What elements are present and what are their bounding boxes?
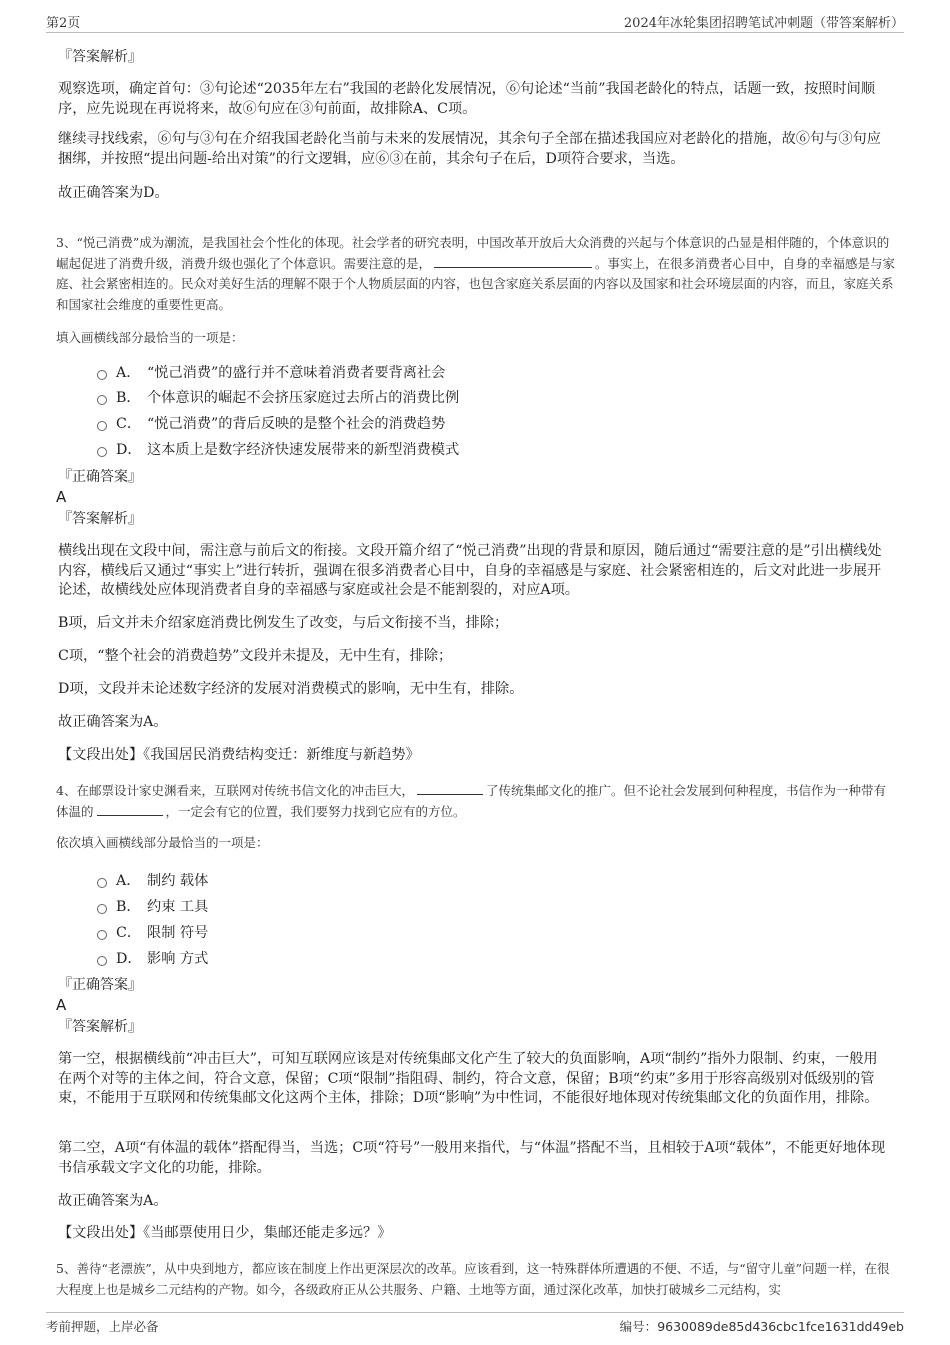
footer-slogan: 考前押题，上岸必备	[46, 1319, 159, 1334]
analysis-conclusion: 故正确答案为D。	[58, 185, 169, 201]
option-a[interactable]: A． 制约 载体	[97, 871, 208, 891]
analysis-paragraph: 横线出现在文段中间，需注意与前后文的衔接。文段开篇介绍了“悦己消费”出现的背景和原因，随后通过“需要注意的是”引出横线处内容，横线后又通过“事实上”进行转折，强调在很多消费者心目中，自身的幸福感是与家庭、社会紧密相连的，后文对此进一步展开论述，故横线处应体现消费者自身的幸福感与家庭或社会是不能割裂的，对应A项。	[58, 543, 882, 598]
analysis-label: 『答案解析』	[58, 511, 142, 527]
option-c[interactable]: C． “悦己消费”的背后反映的是整个社会的消费趋势	[97, 414, 445, 434]
radio-icon[interactable]	[97, 930, 107, 940]
option-a[interactable]: A． “悦己消费”的盛行并不意味着消费者要背离社会	[97, 363, 445, 383]
fill-blank	[434, 254, 592, 268]
radio-icon[interactable]	[97, 447, 107, 457]
analysis-paragraph: C项，“整个社会的消费趋势”文段并未提及，无中生有，排除；	[58, 648, 453, 664]
question-4-prompt: 依次填入画横线部分最恰当的一项是：	[56, 835, 269, 850]
radio-icon[interactable]	[97, 956, 107, 966]
source-citation: 【文段出处】《当邮票使用日少，集邮还能走多远？》	[58, 1225, 392, 1241]
radio-icon[interactable]	[97, 370, 107, 380]
analysis-paragraph: B项，后文并未介绍家庭消费比例发生了改变，与后文衔接不当，排除；	[58, 615, 509, 631]
analysis-paragraph: 继续寻找线索，⑥句与③句在介绍我国老龄化当前与未来的发展情况，其余句子全部在描述我国应对老龄化的措施，故⑥句与③句应捆绑，并按照“提出问题-给出对策”的行文逻辑，应⑥③在前，其余句子在后，D项符合要求，当选。	[58, 131, 881, 167]
analysis-paragraph: D项，文段并未论述数字经济的发展对消费模式的影响，无中生有，排除。	[58, 681, 524, 697]
analysis-conclusion: 故正确答案为A。	[58, 714, 168, 730]
option-d[interactable]: D． 这本质上是数字经济快速发展带来的新型消费模式	[97, 440, 459, 460]
option-b[interactable]: B． 个体意识的崛起不会挤压家庭过去所占的消费比例	[97, 388, 459, 408]
fill-blank	[97, 802, 163, 816]
option-d[interactable]: D． 影响 方式	[97, 949, 208, 969]
question-3-stem: 3、“悦己消费”成为潮流，是我国社会个性化的体现。社会学者的研究表明，中国改革开放后大众消费的兴起与个体意识的凸显是相伴随的，个体意识的崛起促进了消费升级，消费升级也强化了个体意识。需要注意的是， 。事实上，在很多消费者心目中，自身的幸福感是与家庭、社会紧密相连的。民众对美好生活的理解不限于个人物质层面的内容，也包含家庭关系层面的内容以及国家和社会环境层面的内容，而且，家庭关系和国家社会维度的重要性更高。	[56, 235, 896, 312]
analysis-conclusion: 故正确答案为A。	[58, 1193, 168, 1209]
answer-value: A	[56, 996, 67, 1014]
answer-label: 『正确答案』	[58, 469, 142, 485]
question-3-prompt: 填入画横线部分最恰当的一项是：	[56, 330, 244, 345]
analysis-paragraph: 观察选项，确定首句：③句论述“2035年左右”我国的老龄化发展情况，⑥句论述“当前”我国老龄化的特点，话题一致，按照时间顺序，应先说现在再说将来，故⑥句应在③句前面，故排除A、C项。	[58, 81, 876, 117]
question-4-stem: 4、在邮票设计家史渊看来，互联网对传统书信文化的冲击巨大， 了传统集邮文化的推广。但不论社会发展到何种程度，书信作为一种带有体温的 ，一定会有它的位置，我们要努力找到它应有的方位。	[56, 783, 886, 819]
document-title: 2024年冰轮集团招聘笔试冲刺题（带答案解析）	[623, 16, 904, 31]
fill-blank	[417, 781, 483, 795]
radio-icon[interactable]	[97, 395, 107, 405]
analysis-paragraph: 第二空，A项“有体温的载体”搭配得当，当选；C项“符号”一般用来指代，与“体温”搭配不当，且相较于A项“载体”，不能更好地体现书信承载文字文化的功能，排除。	[58, 1140, 886, 1176]
document-id: 编号：9630089de85d436cbc1fce1631dd49eb	[619, 1319, 904, 1334]
analysis-label: 『答案解析』	[58, 1019, 142, 1035]
question-5-stem: 5、善待“老漂族”，从中央到地方，都应该在制度上作出更深层次的改革。应该看到，这一特殊群体所遭遇的不便、不适，与“留守儿童”问题一样，在很大程度上也是城乡二元结构的产物。如今，各级政府正从公共服务、户籍、土地等方面，通过深化改革，加快打破城乡二元结构，实	[56, 1261, 890, 1297]
page-footer	[46, 1312, 904, 1335]
analysis-paragraph: 第一空，根据横线前“冲击巨大”，可知互联网应该是对传统集邮文化产生了较大的负面影响，A项“制约”指外力限制、约束，一般用在两个对等的主体之间，符合文意，保留；C项“限制”指阻碍、制约，符合文意，保留；B项“约束”多用于形容高级别对低级别的管束，不能用于互联网和传统集邮文化这两个主体，排除；D项“影响”为中性词，不能很好地体现对传统集邮文化的负面作用，排除。	[58, 1051, 879, 1106]
radio-icon[interactable]	[97, 878, 107, 888]
page-number: 第2页	[46, 16, 81, 31]
page-header	[46, 12, 904, 33]
source-citation: 【文段出处】《我国居民消费结构变迁：新维度与新趋势》	[58, 747, 420, 763]
option-b[interactable]: B． 约束 工具	[97, 897, 208, 917]
radio-icon[interactable]	[97, 421, 107, 431]
answer-value: A	[56, 488, 67, 506]
analysis-label: 『答案解析』	[58, 49, 142, 65]
answer-label: 『正确答案』	[58, 977, 142, 993]
option-c[interactable]: C． 限制 符号	[97, 923, 208, 943]
radio-icon[interactable]	[97, 904, 107, 914]
